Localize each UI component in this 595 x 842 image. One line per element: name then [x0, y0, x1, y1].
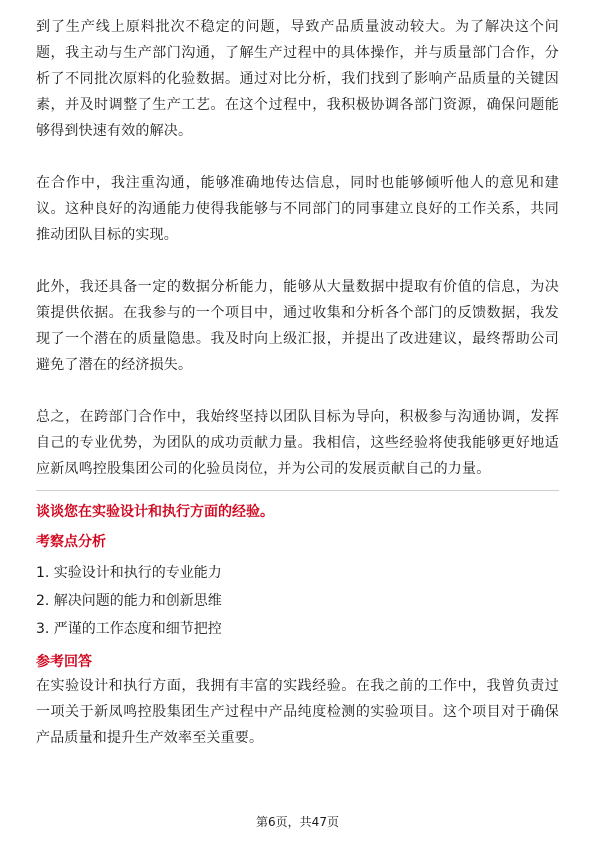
analysis-heading: 考察点分析 — [36, 534, 106, 550]
section-divider — [36, 490, 559, 491]
body-paragraph: 此外，我还具备一定的数据分析能力，能够从大量数据中提取有价值的信息，为决策提供依据。在我参与的一个项目中，通过收集和分析各个部门的反馈数据，我发现了一个潜在的质量隐患。我及时向上级汇报，并提出了改进建议，最终帮助公司避免了潜在的经济损失。 — [36, 279, 559, 373]
interview-question: 谈谈您在实验设计和执行方面的经验。 — [36, 504, 274, 520]
answer-paragraph: 在实验设计和执行方面，我拥有丰富的实践经验。在我之前的工作中，我曾负责过一项关于新凤鸣控股集团生产过程中产品纯度检测的实验项目。这个项目对于确保产品质量和提升生产效率至关重要。 — [36, 678, 559, 746]
body-paragraph: 总之，在跨部门合作中，我始终坚持以团队目标为导向，积极参与沟通协调，发挥自己的专业优势，为团队的成功贡献力量。我相信，这些经验将使我能够更好地适应新凤鸣控股集团公司的化验员岗位，并为公司的发展贡献自己的力量。 — [36, 409, 559, 477]
body-paragraph: 在合作中，我注重沟通，能够准确地传达信息，同时也能够倾听他人的意见和建议。这种良好的沟通能力使得我能够与不同部门的同事建立良好的工作关系，共同推动团队目标的实现。 — [36, 175, 559, 243]
answer-heading: 参考回答 — [36, 654, 92, 670]
body-paragraph: 到了生产线上原料批次不稳定的问题，导致产品质量波动较大。为了解决这个问题，我主动与生产部门沟通，了解生产过程中的具体操作，并与质量部门合作，分析了不同批次原料的化验数据。通过对比分析，我们找到了影响产品质量的关键因素，并及时调整了生产工艺。在这个过程中，我积极协调各部门资源，确保问题能够得到快速有效的解决。 — [36, 19, 559, 139]
analysis-points-list — [36, 559, 559, 643]
list-item: 3. 严谨的工作态度和细节把控 — [36, 621, 222, 637]
list-item: 1. 实验设计和执行的专业能力 — [36, 565, 222, 581]
page-number-footer: 第6页，共47页 — [256, 815, 339, 829]
page-content — [36, 14, 559, 751]
list-item: 2. 解决问题的能力和创新思维 — [36, 593, 222, 609]
